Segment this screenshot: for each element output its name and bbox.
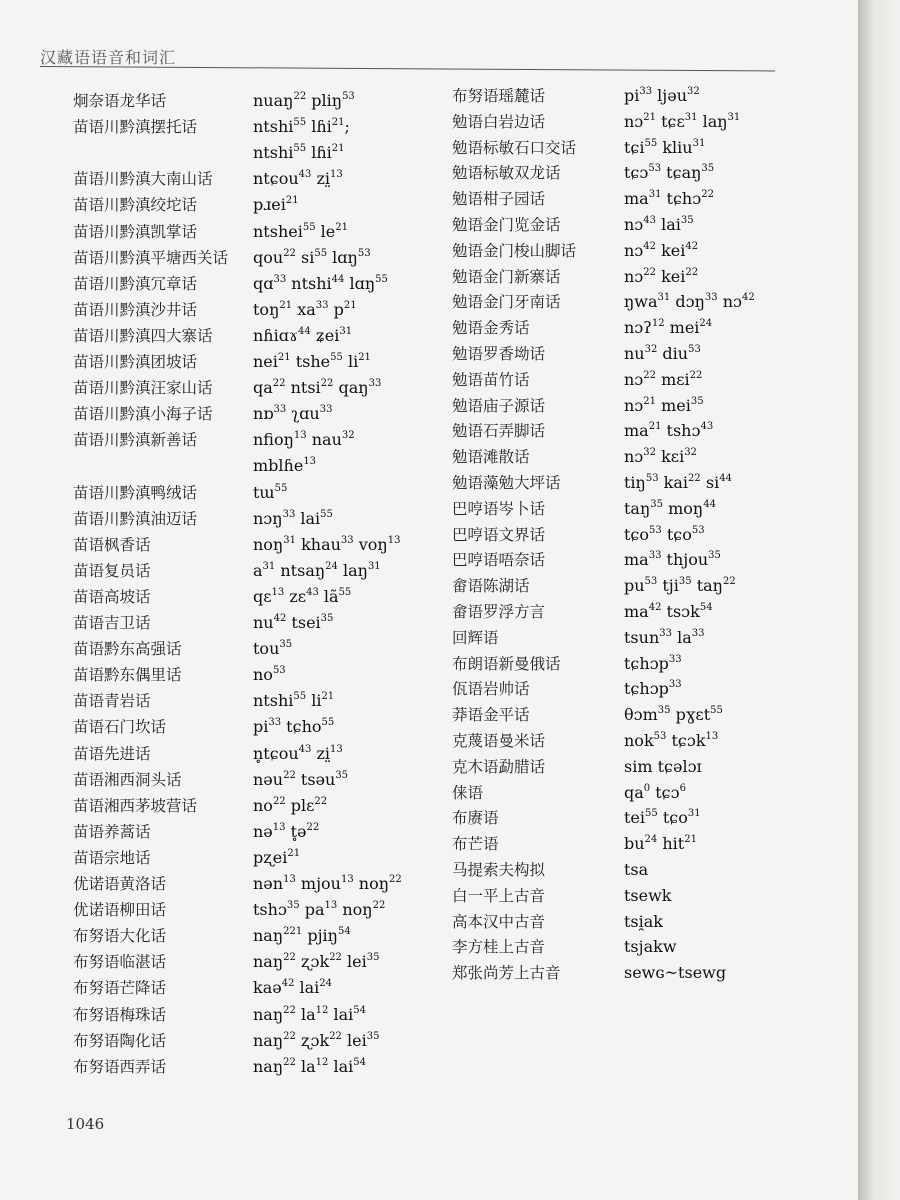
phonetic-form: tɯ$^{55}$ [253, 482, 288, 502]
language-name: 佤语岩帅话 [452, 680, 530, 699]
phonetic-form: $ma^{42}$ tsɔk$^{54}$ [624, 602, 713, 621]
phonetic-form: nfioŋ$^{13}$ nau$^{32}$ [253, 430, 355, 450]
language-name: 优诺语黄洛话 [73, 875, 167, 893]
language-name: 勉语标敏双龙话 [452, 164, 561, 183]
language-name: 勉语金秀话 [452, 319, 530, 338]
phonetic-form: nuaŋ$^{22}$ pliŋ$^{53}$ [253, 91, 355, 110]
language-name: 勉语苗竹话 [452, 370, 530, 389]
phonetic-form: tɕhɔp$^{33}$ [624, 653, 682, 673]
language-name: 畲语罗浮方言 [452, 603, 546, 621]
language-name: 畲语陈湖话 [452, 577, 530, 596]
language-name: 苗语川黔滇绞坨话 [73, 196, 198, 215]
phonetic-form: mblɦe$^{13}$ [253, 456, 317, 476]
language-name: 优诺语柳田话 [73, 901, 167, 920]
language-name: 勉语标敏石口交话 [452, 138, 577, 157]
phonetic-form: tɕɔ$^{53}$ tɕaŋ$^{35}$ [624, 163, 715, 183]
phonetic-form: nok$^{53}$ tɕɔk$^{13}$ [624, 731, 719, 750]
phonetic-form: nɒ$^{33}$ ʅɑu$^{33}$ [253, 404, 333, 424]
language-name: 苗语川黔滇鸭绒话 [73, 483, 198, 502]
phonetic-form: pʐei$^{21}$ [253, 847, 301, 867]
language-name: 李方桂上古音 [452, 938, 546, 957]
language-name: 苗语川黔滇油迈话 [73, 509, 198, 528]
header-rule [40, 66, 775, 71]
phonetic-form: qou$^{22}$ $si^{55}$ lɑŋ$^{53}$ [253, 247, 371, 267]
phonetic-form: tsun$^{33}$ $la^{33}$ [624, 627, 705, 647]
language-name: 苗语复员话 [73, 561, 151, 580]
phonetic-form: $qa^{22}$ ntsi$^{22}$ qaŋ$^{33}$ [253, 378, 382, 398]
language-name: 马提索夫构拟 [452, 861, 546, 879]
phonetic-form: nɔ$^{22}$ kei$^{22}$ [624, 266, 699, 286]
language-name: 勉语金门梭山脚话 [452, 241, 577, 260]
phonetic-form: tɕi$^{55}$ kliu$^{31}$ [624, 137, 706, 157]
language-name: 苗语青岩话 [73, 692, 151, 711]
language-name: 布努语陶化话 [73, 1031, 167, 1050]
phonetic-form: $bu^{24}$ hit$^{21}$ [624, 834, 697, 854]
language-name: 苗语川黔滇团坡话 [73, 353, 198, 371]
language-name: 苗语宗地话 [73, 848, 151, 867]
phonetic-form: tɕo$^{53}$ tɕo$^{53}$ [624, 524, 705, 544]
phonetic-form: θɔm$^{35}$ pɣɛt$^{55}$ [624, 705, 723, 725]
phonetic-form: nei$^{21}$ tshe$^{55}$ $li^{21}$ [253, 352, 371, 371]
phonetic-form: ŋwa$^{31}$ dɔŋ$^{33}$ nɔ$^{42}$ [624, 292, 755, 312]
language-name: 苗语川黔滇凯掌话 [73, 222, 198, 241]
phonetic-form: $nu^{32}$ diu$^{53}$ [624, 344, 701, 363]
phonetic-form: tei$^{55}$ tɕo$^{31}$ [624, 808, 701, 828]
phonetic-form: ntshi$^{55}$ lɦi$^{21}$ [253, 143, 345, 163]
page-number: 1046 [66, 1115, 105, 1133]
language-name: 布努语大化话 [73, 927, 167, 946]
phonetic-form: $ma^{31}$ tɕhɔ$^{22}$ [624, 189, 714, 209]
phonetic-form: $pi^{33}$ ljəu$^{32}$ [624, 86, 700, 105]
phonetic-form: $a^{31}$ ntsaŋ$^{24}$ laŋ$^{31}$ [253, 560, 381, 580]
language-name: 苗语高坡话 [73, 587, 151, 606]
language-name: 苗语黔东偶里话 [73, 666, 182, 685]
phonetic-form: nɔʔ$^{12}$ mei$^{24}$ [624, 318, 713, 338]
language-name: 勉语金门览金话 [452, 216, 561, 234]
language-name: 巴哼语唔奈话 [452, 551, 546, 570]
language-name: 俫语 [452, 783, 484, 802]
language-name: 郑张尚芳上古音 [452, 964, 561, 983]
language-name: 布努语梅珠话 [73, 1005, 167, 1024]
language-name: 布努语西弄话 [73, 1057, 167, 1076]
phonetic-form: $pu^{53}$ tji$^{35}$ taŋ$^{22}$ [624, 576, 736, 596]
language-name: 苗语枫香话 [73, 535, 151, 554]
language-name: 勉语滩散话 [452, 448, 530, 467]
phonetic-form: n̥tɕou$^{43}$ zi̤$^{13}$ [253, 743, 343, 763]
phonetic-form: $qa^0$ tɕɔ$^6$ [624, 782, 686, 802]
phonetic-form: $ma^{33}$ thjou$^{35}$ [624, 550, 721, 570]
language-name: 巴哼语岑卜话 [452, 499, 546, 518]
language-name: 克木语勐腊话 [452, 757, 546, 776]
phonetic-form: nɔŋ$^{33}$ lai$^{55}$ [253, 508, 333, 528]
phonetic-form: ntshei$^{55}$ $le^{21}$ [253, 221, 348, 241]
phonetic-form: tiŋ$^{53}$ kai$^{22}$ $si^{44}$ [624, 473, 732, 492]
language-name: 苗语湘西茅坡营话 [73, 796, 198, 815]
language-name: 布努语临湛话 [73, 953, 167, 972]
phonetic-form: naŋ$^{22}$ ʐɔk$^{22}$ lei$^{35}$ [253, 1030, 380, 1050]
running-header: 汉藏语语音和词汇 [40, 48, 177, 67]
phonetic-form: nɔ$^{42}$ kei$^{42}$ [624, 240, 699, 260]
phonetic-form: tɕhɔp$^{33}$ [624, 679, 682, 699]
language-name: 苗语川黔滇汪家山话 [73, 379, 213, 398]
phonetic-form: naŋ$^{22}$ ʐɔk$^{22}$ lei$^{35}$ [253, 952, 380, 972]
language-name: 苗语川黔滇摆托话 [73, 118, 198, 137]
language-name: 炯奈语龙华话 [73, 92, 167, 110]
phonetic-form: noŋ$^{31}$ khau$^{33}$ voŋ$^{13}$ [253, 534, 401, 554]
phonetic-form: nɔ$^{43}$ lai$^{35}$ [624, 215, 694, 234]
language-name: 苗语先进话 [73, 744, 151, 763]
phonetic-form: $ma^{21}$ tshɔ$^{43}$ [624, 421, 714, 441]
phonetic-form: tou$^{35}$ [253, 639, 293, 659]
phonetic-form: $nu^{42}$ tsei$^{35}$ [253, 613, 334, 632]
phonetic-form: nən$^{13}$ mjou$^{13}$ noŋ$^{22}$ [253, 874, 402, 893]
phonetic-form: naŋ$^{221}$ pjiŋ$^{54}$ [253, 926, 351, 946]
language-name: 布朗语新曼俄话 [452, 654, 561, 673]
language-name: 勉语金门牙南话 [452, 293, 561, 312]
language-name: 布努语瑶麓话 [452, 87, 546, 105]
phonetic-form: nɔ$^{22}$ mɛi$^{22}$ [624, 369, 703, 389]
phonetic-form: ntshi$^{55}$ $li^{21}$ [253, 691, 335, 711]
phonetic-form: $pi^{33}$ tɕho$^{55}$ [253, 717, 335, 737]
phonetic-form: tsa [624, 860, 649, 879]
language-name: 勉语庙子源话 [452, 396, 546, 415]
language-name: 苗语川黔滇平塘西关话 [73, 248, 229, 267]
phonetic-form: $no^{22}$ plɛ$^{22}$ [253, 795, 328, 815]
language-name: 苗语川黔滇大南山话 [73, 170, 213, 189]
phonetic-form: nɔ$^{21}$ mei$^{35}$ [624, 395, 704, 415]
phonetic-form: ntshi$^{55}$ lɦi$^{21}$; [253, 117, 350, 137]
language-name: 布赓语 [452, 809, 499, 828]
language-name: 苗语川黔滇冗章话 [73, 274, 198, 293]
phonetic-form: taŋ$^{35}$ moŋ$^{44}$ [624, 498, 716, 518]
language-name: 勉语石弄脚话 [452, 422, 546, 441]
language-name: 莽语金平话 [452, 706, 530, 725]
phonetic-form: qɛ$^{13}$ zɛ$^{43}$ $lã^{55}$ [253, 586, 352, 606]
language-name: 勉语白岩边话 [452, 112, 546, 131]
language-name: 回辉语 [452, 628, 499, 647]
phonetic-form: sim tɕəlɔɪ [624, 756, 702, 776]
language-name: 苗语川黔滇新善话 [73, 431, 198, 450]
phonetic-form: toŋ$^{21}$ $xa^{33}$ $p^{21}$ [253, 299, 357, 319]
language-name: 高本汉中古音 [452, 912, 546, 931]
language-name: 勉语藻勉大坪话 [452, 474, 561, 492]
phonetic-form: nə$^{13}$ t̥ə$^{22}$ [253, 821, 320, 841]
phonetic-form: tshɔ$^{35}$ $pa^{13}$ noŋ$^{22}$ [253, 900, 386, 920]
language-name: 苗语黔东高强话 [73, 640, 182, 659]
language-name: 苗语川黔滇小海子话 [73, 405, 213, 424]
language-name: 巴哼语文界话 [452, 525, 546, 544]
language-name: 勉语柑子园话 [452, 190, 546, 209]
phonetic-form: ntɕou$^{43}$ zi̤$^{13}$ [253, 169, 343, 189]
language-name: 苗语川黔滇沙井话 [73, 300, 198, 319]
language-name: 布努语芒降话 [73, 979, 167, 998]
language-name: 勉语金门新寨话 [452, 267, 561, 286]
phonetic-form: tsjakw [624, 937, 677, 957]
language-name: 勉语罗香坳话 [452, 345, 546, 363]
phonetic-form: sewɢ~tsewg [624, 963, 727, 983]
language-name: 苗语吉卫话 [73, 614, 151, 632]
phonetic-form: tsewk [624, 885, 672, 905]
phonetic-form: qɑ$^{33}$ ntshi$^{44}$ lɑŋ$^{55}$ [253, 273, 388, 293]
page-edge [858, 0, 900, 1200]
phonetic-form: nəu$^{22}$ tsəu$^{35}$ [253, 769, 349, 789]
phonetic-form: nɔ$^{32}$ kɛi$^{32}$ [624, 447, 697, 467]
phonetic-form: naŋ$^{22}$ $la^{12}$ lai$^{54}$ [253, 1056, 366, 1076]
language-name: 苗语石门坎话 [73, 718, 167, 737]
language-name: 苗语养蒿话 [73, 822, 151, 841]
phonetic-form: kaə$^{42}$ lai$^{24}$ [253, 978, 333, 998]
language-name: 白一平上古音 [452, 886, 546, 905]
language-name: 布芒语 [452, 835, 499, 854]
phonetic-form: nɔ$^{21}$ tɕɛ$^{31}$ laŋ$^{31}$ [624, 111, 741, 131]
phonetic-form: naŋ$^{22}$ $la^{12}$ lai$^{54}$ [253, 1004, 366, 1024]
phonetic-form: nɦiɑɤ$^{44}$ ʑei$^{31}$ [253, 325, 353, 345]
language-name: 苗语川黔滇四大寨话 [73, 326, 213, 345]
phonetic-form: $no^{53}$ [253, 665, 286, 685]
language-name: 苗语湘西洞头话 [73, 770, 182, 789]
language-name: 克蔑语曼米话 [452, 732, 546, 750]
phonetic-form: tsi̯ak [624, 911, 663, 931]
phonetic-form: pɹei$^{21}$ [253, 195, 299, 215]
